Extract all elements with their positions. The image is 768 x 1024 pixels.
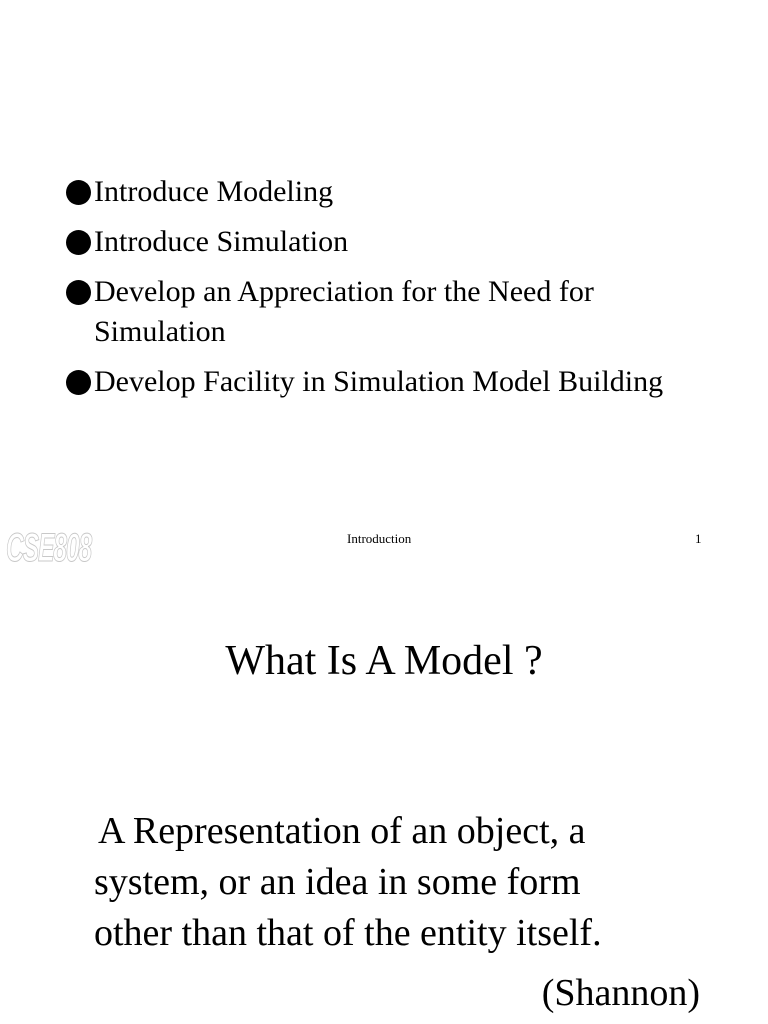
bullet-dot-icon (66, 230, 91, 255)
bullet-text: Develop Facility in Simulation Model Building (94, 365, 664, 398)
bullet-item (64, 172, 704, 212)
slide-title: What Is A Model ? (225, 638, 543, 684)
bullet-item (64, 272, 704, 352)
bullet-text: Develop an Appreciation for the Need for Simulation (94, 275, 594, 348)
slide-what-is-a-model (0, 580, 768, 1024)
bullet-item (64, 222, 704, 262)
quote-attribution: (Shannon) (541, 972, 700, 1014)
quote-line: A Representation of an object, a (98, 810, 586, 852)
bullet-dot-icon (66, 180, 91, 205)
bullet-text: Introduce Simulation (94, 225, 349, 258)
quote-line: other than that of the entity itself. (94, 912, 602, 954)
bullet-dot-icon (66, 280, 91, 305)
definition-quote (94, 806, 714, 959)
bullet-dot-icon (66, 370, 91, 395)
course-logo: CSE808 (6, 526, 91, 570)
bullet-list (64, 172, 704, 412)
bullet-text: Introduce Modeling (94, 175, 334, 208)
page-number: 1 (695, 531, 702, 546)
bullet-item (64, 362, 704, 402)
quote-line: system, or an idea in some form (94, 861, 581, 903)
footer-title: Introduction (347, 531, 412, 546)
